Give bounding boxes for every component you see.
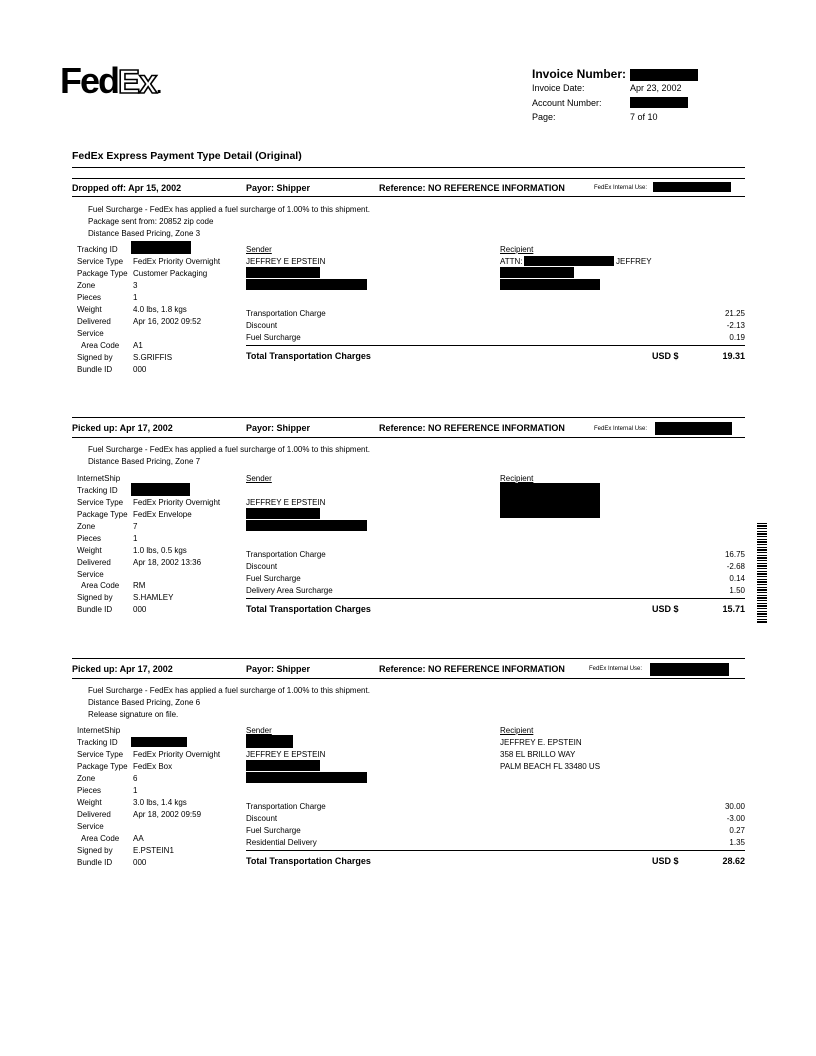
pieces-value: 1	[133, 534, 138, 543]
weight-value: 4.0 lbs, 1.8 kgs	[133, 305, 187, 314]
zone-value: 7	[133, 522, 138, 531]
doc-title: FedEx Express Payment Type Detail (Original)	[72, 150, 302, 162]
pieces-label: Pieces	[77, 534, 102, 543]
redaction-internal-use	[653, 182, 731, 192]
charge-amount: -2.13	[726, 321, 745, 330]
delivered-label: Delivered	[77, 810, 111, 819]
shipment-top-rule	[72, 658, 745, 659]
delivered-label: Delivered	[77, 317, 111, 326]
signed-by-value: E.PSTEIN1	[133, 846, 174, 855]
charge-amount: 30.00	[724, 802, 745, 811]
redaction-recipient-name	[524, 256, 614, 266]
total-label: Total Transportation Charges	[246, 351, 371, 361]
margin-barcode	[757, 523, 767, 624]
zone-label: Zone	[77, 281, 96, 290]
currency-label: USD $	[652, 351, 679, 361]
currency-label: USD $	[652, 856, 679, 866]
charge-label: Residential Delivery	[246, 838, 317, 847]
charge-amount: 0.27	[729, 826, 745, 835]
note: Distance Based Pricing, Zone 6	[88, 698, 201, 707]
recipient-label: Recipient	[500, 245, 534, 254]
account-number-label: Account Number:	[532, 98, 602, 108]
tracking-id-label: Tracking ID	[77, 245, 118, 254]
invoice-date-label: Invoice Date:	[532, 83, 585, 93]
service-label: Service	[77, 570, 104, 579]
charge-amount: 0.19	[729, 333, 745, 342]
package-type-label: Package Type	[77, 269, 128, 278]
redaction-recipient-address	[500, 267, 574, 278]
signed-by-label: Signed by	[77, 593, 113, 602]
redaction-tracking-id	[131, 737, 187, 747]
service-type-label: Service Type	[77, 257, 124, 266]
package-type-label: Package Type	[77, 762, 128, 771]
delivered-value: Apr 16, 2002 09:52	[133, 317, 202, 326]
delivered-label: Delivered	[77, 558, 111, 567]
bundle-id-value: 000	[133, 858, 147, 867]
charge-amount: 16.75	[724, 550, 745, 559]
charge-label: Delivery Area Surcharge	[246, 586, 333, 595]
package-type-value: Customer Packaging	[133, 269, 208, 278]
weight-label: Weight	[77, 546, 102, 555]
shipment-header-rule	[72, 678, 745, 679]
signed-by-value: S.GRIFFIS	[133, 353, 173, 362]
recipient-label: Recipient	[500, 474, 534, 483]
redaction-internal-use	[655, 422, 732, 435]
note: Distance Based Pricing, Zone 7	[88, 457, 201, 466]
sender-name: JEFFREY E EPSTEIN	[246, 257, 326, 266]
redaction-tracking-id	[131, 241, 191, 254]
internal-use-label: FedEx Internal Use:	[594, 185, 648, 191]
area-code-value: RM	[133, 581, 146, 590]
shipment-header-rule	[72, 196, 745, 197]
zone-label: Zone	[77, 774, 96, 783]
charge-label: Transportation Charge	[246, 802, 326, 811]
signed-by-label: Signed by	[77, 846, 113, 855]
charge-label: Discount	[246, 814, 278, 823]
redaction-tracking-id	[131, 483, 190, 496]
sender-label: Sender	[246, 726, 272, 735]
recipient-name: JEFFREY	[616, 257, 652, 266]
redaction-recipient-block	[500, 483, 600, 518]
sender-name: JEFFREY E EPSTEIN	[246, 498, 326, 507]
internetship-label: InternetShip	[77, 474, 121, 483]
package-type-value: FedEx Envelope	[133, 510, 192, 519]
area-code-value: AA	[133, 834, 144, 843]
weight-value: 1.0 lbs, 0.5 kgs	[133, 546, 187, 555]
charge-label: Discount	[246, 321, 278, 330]
note: Package sent from: 20852 zip code	[88, 217, 214, 226]
total-label: Total Transportation Charges	[246, 856, 371, 866]
service-type-label: Service Type	[77, 498, 124, 507]
shipment-date: Picked up: Apr 17, 2002	[72, 664, 173, 674]
weight-value: 3.0 lbs, 1.4 kgs	[133, 798, 187, 807]
service-label: Service	[77, 822, 104, 831]
sender-name: JEFFREY E EPSTEIN	[246, 750, 326, 759]
shipment-header-rule	[72, 437, 745, 438]
charge-label: Discount	[246, 562, 278, 571]
bundle-id-label: Bundle ID	[77, 605, 113, 614]
reference: Reference: NO REFERENCE INFORMATION	[379, 664, 565, 674]
total-rule	[246, 345, 745, 346]
redaction-sender-address	[246, 267, 320, 278]
area-code-value: A1	[133, 341, 143, 350]
charge-amount: -3.00	[726, 814, 745, 823]
note: Release signature on file.	[88, 710, 179, 719]
pieces-label: Pieces	[77, 293, 102, 302]
total-amount: 15.71	[722, 604, 745, 614]
package-type-value: FedEx Box	[133, 762, 173, 771]
note: Fuel Surcharge - FedEx has applied a fuel surcharge of 1.00% to this shipment.	[88, 205, 370, 214]
shipment-top-rule	[72, 417, 745, 418]
delivered-value: Apr 18, 2002 13:36	[133, 558, 202, 567]
invoice-number-label: Invoice Number:	[532, 67, 627, 81]
charge-label: Fuel Surcharge	[246, 574, 301, 583]
note: Distance Based Pricing, Zone 3	[88, 229, 201, 238]
total-amount: 28.62	[722, 856, 745, 866]
shipment-date: Picked up: Apr 17, 2002	[72, 423, 173, 433]
charge-amount: 1.35	[729, 838, 745, 847]
charge-amount: 0.14	[729, 574, 745, 583]
currency-label: USD $	[652, 604, 679, 614]
page-label: Page:	[532, 112, 556, 122]
internal-use-label: FedEx Internal Use:	[589, 666, 643, 672]
note: Fuel Surcharge - FedEx has applied a fuel surcharge of 1.00% to this shipment.	[88, 686, 370, 695]
redaction-recipient-address	[500, 279, 600, 290]
shipment-top-rule	[72, 178, 745, 179]
area-code-label: Area Code	[81, 341, 120, 350]
bundle-id-label: Bundle ID	[77, 365, 113, 374]
tracking-id-label: Tracking ID	[77, 486, 118, 495]
total-amount: 19.31	[722, 351, 745, 361]
page-number: 7 of 10	[630, 112, 658, 122]
area-code-label: Area Code	[81, 834, 120, 843]
delivered-value: Apr 18, 2002 09:59	[133, 810, 202, 819]
payor: Payor: Shipper	[246, 183, 311, 193]
area-code-label: Area Code	[81, 581, 120, 590]
recipient-line: 358 EL BRILLO WAY	[500, 750, 576, 759]
charge-label: Transportation Charge	[246, 309, 326, 318]
charge-amount: -2.68	[726, 562, 745, 571]
service-type-value: FedEx Priority Overnight	[133, 257, 221, 266]
recipient-attn: ATTN:	[500, 257, 523, 266]
signed-by-label: Signed by	[77, 353, 113, 362]
bundle-id-label: Bundle ID	[77, 858, 113, 867]
total-rule	[246, 598, 745, 599]
pieces-label: Pieces	[77, 786, 102, 795]
total-label: Total Transportation Charges	[246, 604, 371, 614]
redaction-sender-address	[246, 279, 367, 290]
total-rule	[246, 850, 745, 851]
zone-value: 3	[133, 281, 138, 290]
weight-label: Weight	[77, 305, 102, 314]
service-type-label: Service Type	[77, 750, 124, 759]
redaction-invoice-number	[630, 69, 698, 81]
note: Fuel Surcharge - FedEx has applied a fuel surcharge of 1.00% to this shipment.	[88, 445, 370, 454]
redaction-sender-address	[246, 508, 320, 519]
charge-amount: 1.50	[729, 586, 745, 595]
recipient-line: PALM BEACH FL 33480 US	[500, 762, 601, 771]
bundle-id-value: 000	[133, 605, 147, 614]
pieces-value: 1	[133, 293, 138, 302]
charge-label: Transportation Charge	[246, 550, 326, 559]
reference: Reference: NO REFERENCE INFORMATION	[379, 423, 565, 433]
recipient-line: JEFFREY E. EPSTEIN	[500, 738, 582, 747]
package-type-label: Package Type	[77, 510, 128, 519]
redaction-sender-address	[246, 520, 367, 531]
sender-label: Sender	[246, 245, 272, 254]
payor: Payor: Shipper	[246, 664, 311, 674]
internetship-label: InternetShip	[77, 726, 121, 735]
redaction-internal-use	[650, 663, 729, 676]
service-label: Service	[77, 329, 104, 338]
service-type-value: FedEx Priority Overnight	[133, 750, 221, 759]
pieces-value: 1	[133, 786, 138, 795]
reference: Reference: NO REFERENCE INFORMATION	[379, 183, 565, 193]
redaction-sender-address	[246, 760, 320, 771]
charge-label: Fuel Surcharge	[246, 333, 301, 342]
internal-use-label: FedEx Internal Use:	[594, 426, 648, 432]
zone-value: 6	[133, 774, 138, 783]
payor: Payor: Shipper	[246, 423, 311, 433]
charge-label: Fuel Surcharge	[246, 826, 301, 835]
charge-amount: 21.25	[724, 309, 745, 318]
tracking-id-label: Tracking ID	[77, 738, 118, 747]
sender-label: Sender	[246, 474, 272, 483]
signed-by-value: S.HAMLEY	[133, 593, 174, 602]
title-rule	[72, 167, 745, 168]
redaction-sender-address	[246, 772, 367, 783]
invoice-date: Apr 23, 2002	[630, 83, 682, 93]
weight-label: Weight	[77, 798, 102, 807]
bundle-id-value: 000	[133, 365, 147, 374]
recipient-label: Recipient	[500, 726, 534, 735]
service-type-value: FedEx Priority Overnight	[133, 498, 221, 507]
zone-label: Zone	[77, 522, 96, 531]
shipment-date: Dropped off: Apr 15, 2002	[72, 183, 182, 193]
fedex-logo: FedEx.	[60, 60, 160, 101]
redaction-account-number	[630, 97, 688, 108]
redaction-sender-company	[246, 735, 293, 748]
